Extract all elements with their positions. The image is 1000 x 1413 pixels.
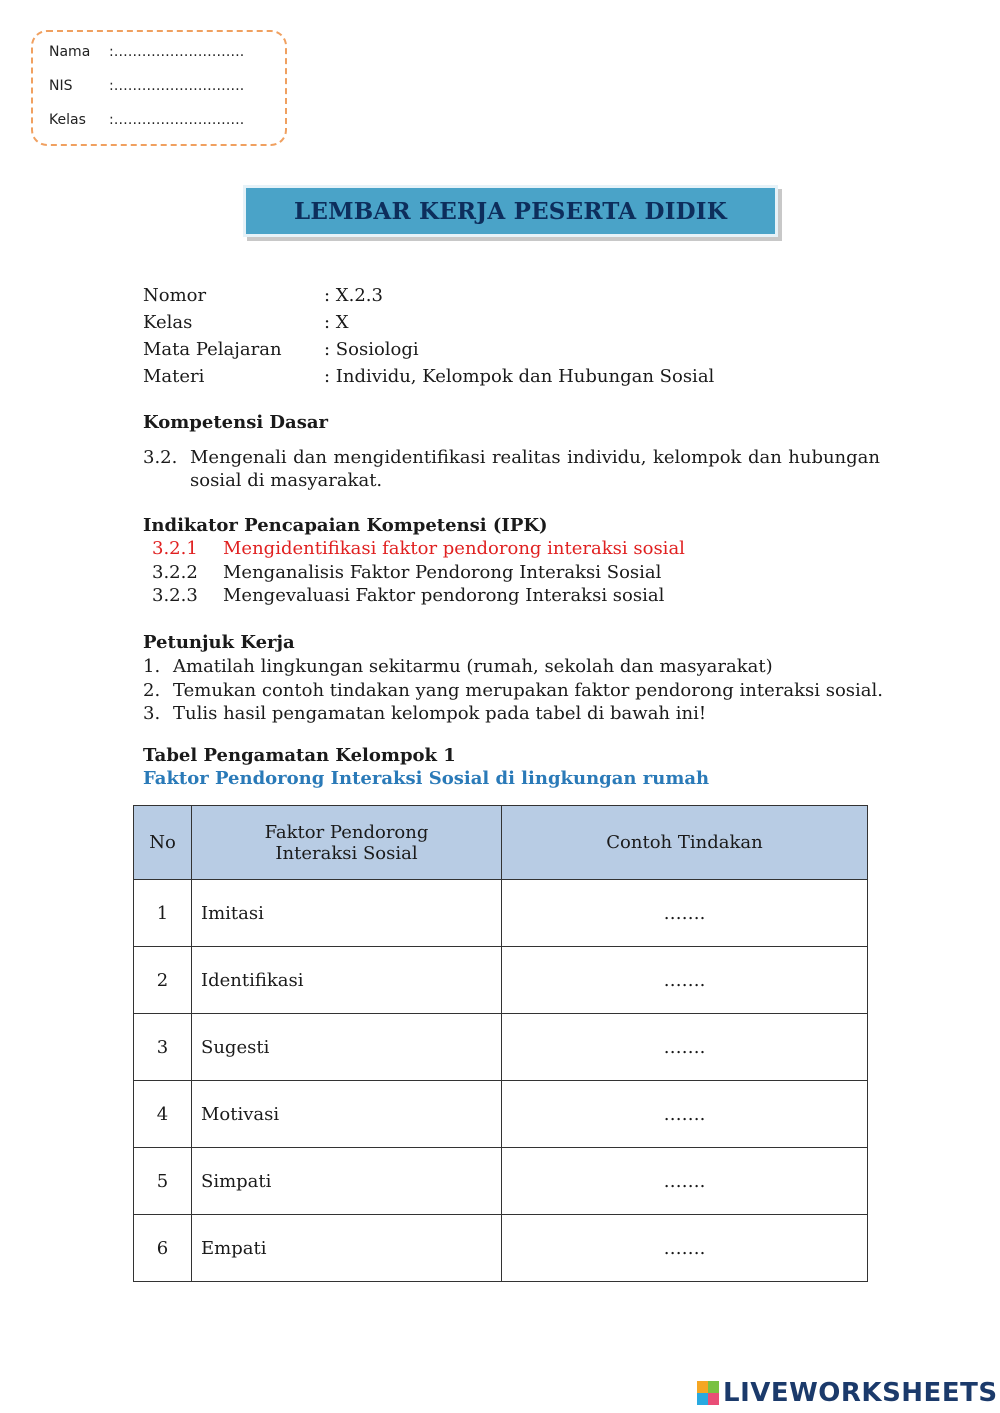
ipk-item <box>152 561 685 585</box>
petunjuk-item <box>143 702 883 726</box>
row-number: 5 <box>134 1148 192 1215</box>
table-row <box>134 1215 868 1282</box>
name-input[interactable]: :………………………. <box>109 44 245 60</box>
meta-value: : Individu, Kelompok dan Hubungan Sosial <box>324 366 715 387</box>
logo-text: LIVEWORKSHEETS <box>723 1378 998 1408</box>
row-factor: Simpati <box>192 1148 502 1215</box>
row-example-input[interactable]: ……. <box>502 947 868 1014</box>
column-header-no: No <box>134 806 192 880</box>
liveworksheets-logo-icon <box>697 1381 719 1405</box>
table-row <box>134 880 868 947</box>
ipk-heading: Indikator Pencapaian Kompetensi (IPK) <box>143 515 548 536</box>
row-number: 4 <box>134 1081 192 1148</box>
row-number: 3 <box>134 1014 192 1081</box>
meta-key: Nomor <box>143 285 207 306</box>
student-id-box <box>31 30 287 146</box>
kelas-field-row <box>49 112 244 128</box>
petunjuk-text: Temukan contoh tindakan yang merupakan faktor pendorong interaksi sosial. <box>173 679 883 701</box>
table-row <box>134 1014 868 1081</box>
petunjuk-item <box>143 655 883 679</box>
table-row <box>134 947 868 1014</box>
name-field-row <box>49 44 244 60</box>
ipk-number: 3.2.2 <box>152 561 198 583</box>
nis-field-row <box>49 78 244 94</box>
petunjuk-text: Amatilah lingkungan sekitarmu (rumah, sekolah dan masyarakat) <box>173 656 773 677</box>
title-box <box>243 185 778 237</box>
row-factor: Imitasi <box>192 880 502 947</box>
meta-value: : X <box>324 312 349 333</box>
table-header-row <box>134 806 868 880</box>
petunjuk-list <box>143 655 883 726</box>
table-subheading: Faktor Pendorong Interaksi Sosial di lingkungan rumah <box>143 768 710 789</box>
ipk-number: 3.2.1 <box>152 538 198 559</box>
petunjuk-number: 3. <box>143 703 161 724</box>
column-header-example: Contoh Tindakan <box>502 806 868 880</box>
observation-table <box>133 805 868 1282</box>
petunjuk-text: Tulis hasil pengamatan kelompok pada tabel di bawah ini! <box>173 703 707 724</box>
row-factor: Sugesti <box>192 1014 502 1081</box>
page-title: LEMBAR KERJA PESERTA DIDIK <box>294 197 727 225</box>
table-heading: Tabel Pengamatan Kelompok 1 <box>143 745 456 766</box>
nis-input[interactable]: :………………………. <box>109 78 245 94</box>
petunjuk-number: 2. <box>143 679 161 701</box>
nis-label: NIS <box>49 78 73 94</box>
row-number: 6 <box>134 1215 192 1282</box>
petunjuk-heading: Petunjuk Kerja <box>143 632 295 653</box>
ipk-text: Mengevaluasi Faktor pendorong Interaksi sosial <box>223 585 665 606</box>
row-example-input[interactable]: ……. <box>502 1014 868 1081</box>
ipk-text: Mengidentifikasi faktor pendorong interaksi sosial <box>223 538 685 559</box>
column-header-factor: Faktor Pendorong Interaksi Sosial <box>192 806 502 880</box>
row-factor: Motivasi <box>192 1081 502 1148</box>
meta-key: Materi <box>143 366 205 387</box>
meta-row-kelas <box>143 309 714 336</box>
kd-statement <box>143 446 880 492</box>
ipk-text: Menganalisis Faktor Pendorong Interaksi Sosial <box>223 561 662 583</box>
kelas-label: Kelas <box>49 112 86 128</box>
ipk-item <box>152 584 685 608</box>
meta-row-materi <box>143 363 714 390</box>
meta-info <box>143 282 714 390</box>
row-example-input[interactable]: ……. <box>502 1081 868 1148</box>
row-example-input[interactable]: ……. <box>502 1215 868 1282</box>
row-factor: Empati <box>192 1215 502 1282</box>
ipk-number: 3.2.3 <box>152 585 198 606</box>
kd-heading: Kompetensi Dasar <box>143 412 328 433</box>
meta-value: : X.2.3 <box>324 285 383 306</box>
title-banner <box>243 185 778 237</box>
meta-key: Mata Pelajaran <box>143 339 282 360</box>
row-example-input[interactable]: ……. <box>502 1148 868 1215</box>
table-row <box>134 1081 868 1148</box>
kelas-input[interactable]: :………………………. <box>109 112 245 128</box>
petunjuk-item <box>143 679 883 703</box>
row-example-input[interactable]: ……. <box>502 880 868 947</box>
meta-key: Kelas <box>143 312 193 333</box>
meta-value: : Sosiologi <box>324 339 419 360</box>
name-label: Nama <box>49 44 91 60</box>
table-row <box>134 1148 868 1215</box>
row-number: 1 <box>134 880 192 947</box>
liveworksheets-logo <box>697 1378 998 1408</box>
meta-row-mapel <box>143 336 714 363</box>
row-number: 2 <box>134 947 192 1014</box>
kd-number: 3.2. <box>143 447 178 468</box>
meta-row-nomor <box>143 282 714 309</box>
kd-body: Mengenali dan mengidentifikasi realitas individu, kelompok dan hubungan sosial di masyarakat. <box>190 447 880 491</box>
ipk-list <box>152 537 685 608</box>
ipk-item <box>152 537 685 561</box>
row-factor: Identifikasi <box>192 947 502 1014</box>
petunjuk-number: 1. <box>143 656 161 677</box>
